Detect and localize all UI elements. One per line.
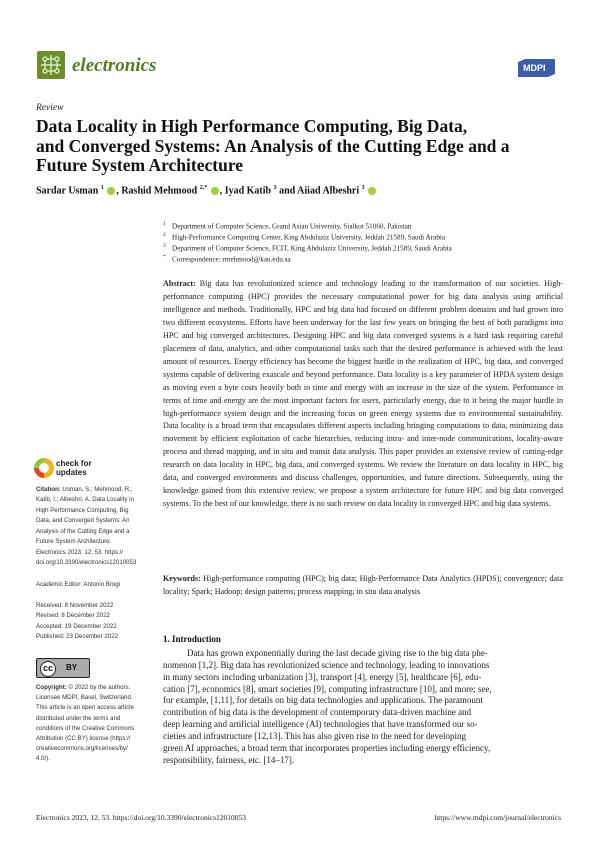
copyright-line: Attribution (CC BY) license (https:// bbox=[36, 735, 131, 743]
article-title bbox=[36, 117, 566, 176]
copyright-line: conditions of the Creative Commons bbox=[36, 724, 135, 732]
intro-line: contribution of big data is the development of contemporary data-driven machine and bbox=[163, 707, 472, 718]
intro-paragraph bbox=[163, 648, 563, 766]
footer-citation[interactable]: Electronics 2023, 12, 53. https://doi.org/10.3390/electronics12010053 bbox=[36, 813, 247, 822]
citation-block bbox=[36, 485, 154, 569]
cc-by-license-icon[interactable] bbox=[36, 658, 90, 678]
author-sup: 2,* bbox=[199, 185, 208, 191]
section-heading: 1. Introduction bbox=[163, 634, 221, 644]
copyright-line: 4.0/). bbox=[36, 755, 50, 763]
affiliation-num: * bbox=[163, 254, 166, 260]
footer-journal-link[interactable]: https://www.mdpi.com/journal/electronics bbox=[434, 813, 561, 822]
date-accepted: Accepted: 19 December 2022 bbox=[36, 622, 117, 630]
citation-doi[interactable]: doi.org/10.3390/electronics12010053 bbox=[36, 559, 137, 567]
abstract-label: Abstract: bbox=[163, 279, 196, 288]
copyright-label: Copyright: bbox=[36, 684, 67, 691]
citation-line: Data, and Converged Systems: An bbox=[36, 517, 130, 525]
title-line: and Converged Systems: An Analysis of the Cutting Edge and a bbox=[36, 135, 510, 156]
keywords-text: High-performance computing (HPC); big data; High-Performance Data Analytics (HPDS); convergence; data locality; Spark; Hadoop; design patterns; process mapping; in situ data analysis bbox=[163, 574, 563, 596]
intro-line: for example, [1,11], for details on big data technologies and applications. The paramount bbox=[163, 695, 483, 706]
correspondence-text[interactable]: Correspondence: rmehmood@kau.edu.sa bbox=[172, 255, 291, 264]
affiliation-text: Department of Computer Science, FCIT, King Abdulaziz University, Jeddah 21589, Saudi Arabia bbox=[172, 244, 452, 253]
date-revised: Revised: 8 December 2022 bbox=[36, 612, 110, 620]
affiliation bbox=[163, 221, 411, 230]
citation-line: High Performance Computing, Big bbox=[36, 506, 129, 514]
affiliation bbox=[163, 243, 452, 252]
affiliation bbox=[163, 254, 291, 263]
citation-line: Analysis of the Cutting Edge and a bbox=[36, 527, 130, 535]
cc-label: cc bbox=[40, 661, 56, 677]
copyright-line[interactable]: creativecommons.org/licenses/by/ bbox=[36, 745, 128, 753]
check-updates-icon bbox=[34, 458, 54, 478]
mdpi-logo bbox=[515, 58, 558, 78]
abstract bbox=[163, 278, 563, 511]
copyright-line: This article is an open access article bbox=[36, 704, 134, 712]
journal-name: electronics bbox=[72, 55, 157, 76]
author-name[interactable]: Rashid Mehmood bbox=[121, 185, 198, 197]
citation-line: Usman, S.; Mehmood, R.; bbox=[62, 486, 133, 493]
author-sup: 3 bbox=[273, 185, 277, 191]
author-sup: 1 bbox=[100, 185, 104, 191]
title-line: Data Locality in High Performance Computing, Big Data, bbox=[36, 116, 468, 136]
date-received: Received: 8 November 2022 bbox=[36, 602, 114, 609]
author-name[interactable]: Aiiad Albeshri bbox=[297, 185, 360, 197]
intro-line: responsibility, fairness, etc. [14–17]. bbox=[163, 754, 295, 765]
article-type: Review bbox=[36, 103, 64, 113]
orcid-icon[interactable] bbox=[211, 187, 219, 195]
citation-line: Electronics 2023, 12, 53. https:// bbox=[36, 548, 124, 556]
intro-line: in many sectors including urbanization [3], transport [4], energy [5], healthcare [6], edu- bbox=[163, 671, 482, 682]
author-name[interactable]: Sardar Usman bbox=[36, 185, 99, 197]
dates-block bbox=[36, 601, 154, 643]
check-for-updates-button[interactable] bbox=[34, 456, 134, 482]
intro-line: nomenon [1,2]. Big data has revolutionized science and technology, leading to innovations bbox=[163, 659, 490, 670]
affiliation bbox=[163, 232, 445, 241]
intro-line: Data has grown exponentially during the last decade giving rise to the big data phe- bbox=[187, 648, 488, 658]
affiliation-text: High-Performance Computing Center, King Abdulaziz University, Jeddah 21589, Saudi Arabia bbox=[172, 233, 446, 242]
affiliation-num: 1 bbox=[163, 221, 166, 227]
affiliation-text: Department of Computer Science, Grand Asian University, Sialkot 51060, Pakistan bbox=[172, 222, 412, 231]
publisher-name: MDPI bbox=[523, 63, 546, 73]
journal-logo bbox=[37, 51, 65, 79]
keywords bbox=[163, 573, 563, 599]
abstract-text: Big data has revolutionized science and technology leading to the transformation of our societies. High-performance computing (HPC) provides the necessary computational power for big data analysis using artificial intelligence and methods. Traditionally, HPC and big data had focused on different problem domains and had grown into two different ecosystems. Efforts have been underway for the last few years on bringing the best of both paradigms into HPC and big converged architectures. Designing HPC and big data converged systems is a hard task requiring careful placement of data, analytics, and other computational tasks such that the desired performance is achieved with the least amount of resources. Energy efficiency has become the biggest hurdle in the realization of HPC, big data, and converged systems capable of delivering exascale and beyond performance. Data locality is a key parameter of HPDA system design as moving even a byte costs heavily both in time and energy with an increase in the size of the system. Performance in terms of time and energy are the most important factors for users, particularly energy, due to it being the major hurdle in high-performance system design and the increasing focus on green energy systems due to environmental sustainability. Data locality is a broad term that encapsulates different aspects including bringing computations to data, minimizing data movement by efficient exploitation of cache hierarchies, reducing intra- and inter-node communications, locality-aware process and thread mapping, and in situ and transit data analysis. This paper provides an extensive review of cutting-edge research on data locality in HPC, big data, and converged systems. We review the literature on data locality in HPC, big data, and converged environments and discuss challenges, opportunities, and future directions. Subsequently, using the knowledge gained from this extensive review, we propose a system architecture for future HPC and big data converged systems. To the best of our knowledge, there is no such review on data locality in converged HPC and big data systems. bbox=[163, 279, 563, 509]
author-sup: 3 bbox=[361, 185, 365, 191]
intro-line: deep learning and artificial intelligence (AI) technologies that have transformed our so- bbox=[163, 719, 478, 730]
copyright-block bbox=[36, 683, 154, 765]
affiliation-num: 3 bbox=[163, 243, 166, 249]
intro-line: green AI approaches, a broad term that incorporates properties including energy efficiency, bbox=[163, 742, 491, 753]
date-published: Published: 23 December 2022 bbox=[36, 633, 118, 641]
and-text: and bbox=[279, 185, 296, 197]
copyright-line: distributed under the terms and bbox=[36, 714, 121, 722]
title-line: Future System Architecture bbox=[36, 155, 244, 175]
affiliation-num: 2 bbox=[163, 232, 166, 238]
citation-line: Future System Architecture. bbox=[36, 538, 112, 546]
author-list: Sardar Usman $^1$ , Rashid Mehmood $^{2,*}$ , Iyad Katib $^3$ and Aiiad Albeshri $^3$ bbox=[36, 185, 377, 196]
copyright-line: Licensee MDPI, Basel, Switzerland. bbox=[36, 694, 133, 702]
orcid-icon[interactable] bbox=[107, 187, 115, 195]
academic-editor: Academic Editor: Antonio Brogi bbox=[36, 581, 121, 588]
intro-line: cation [7], economics [8], smart societies [9], computing infrastructure [10], and more; see, bbox=[163, 683, 492, 694]
author-name[interactable]: Iyad Katib bbox=[224, 185, 272, 197]
intro-line: cieties and infrastructure [12,13]. This has also given rise to the need for developing bbox=[163, 730, 466, 741]
citation-line: Katib, I.; Albeshri, A. Data Locality in bbox=[36, 496, 134, 504]
keywords-label: Keywords: bbox=[163, 574, 201, 583]
orcid-icon[interactable] bbox=[368, 187, 376, 195]
check-updates-label: check for updates bbox=[56, 459, 92, 477]
citation-label: Citation: bbox=[36, 486, 61, 493]
by-label: BY bbox=[66, 663, 78, 672]
copyright-line: © 2022 by the authors. bbox=[68, 684, 131, 691]
